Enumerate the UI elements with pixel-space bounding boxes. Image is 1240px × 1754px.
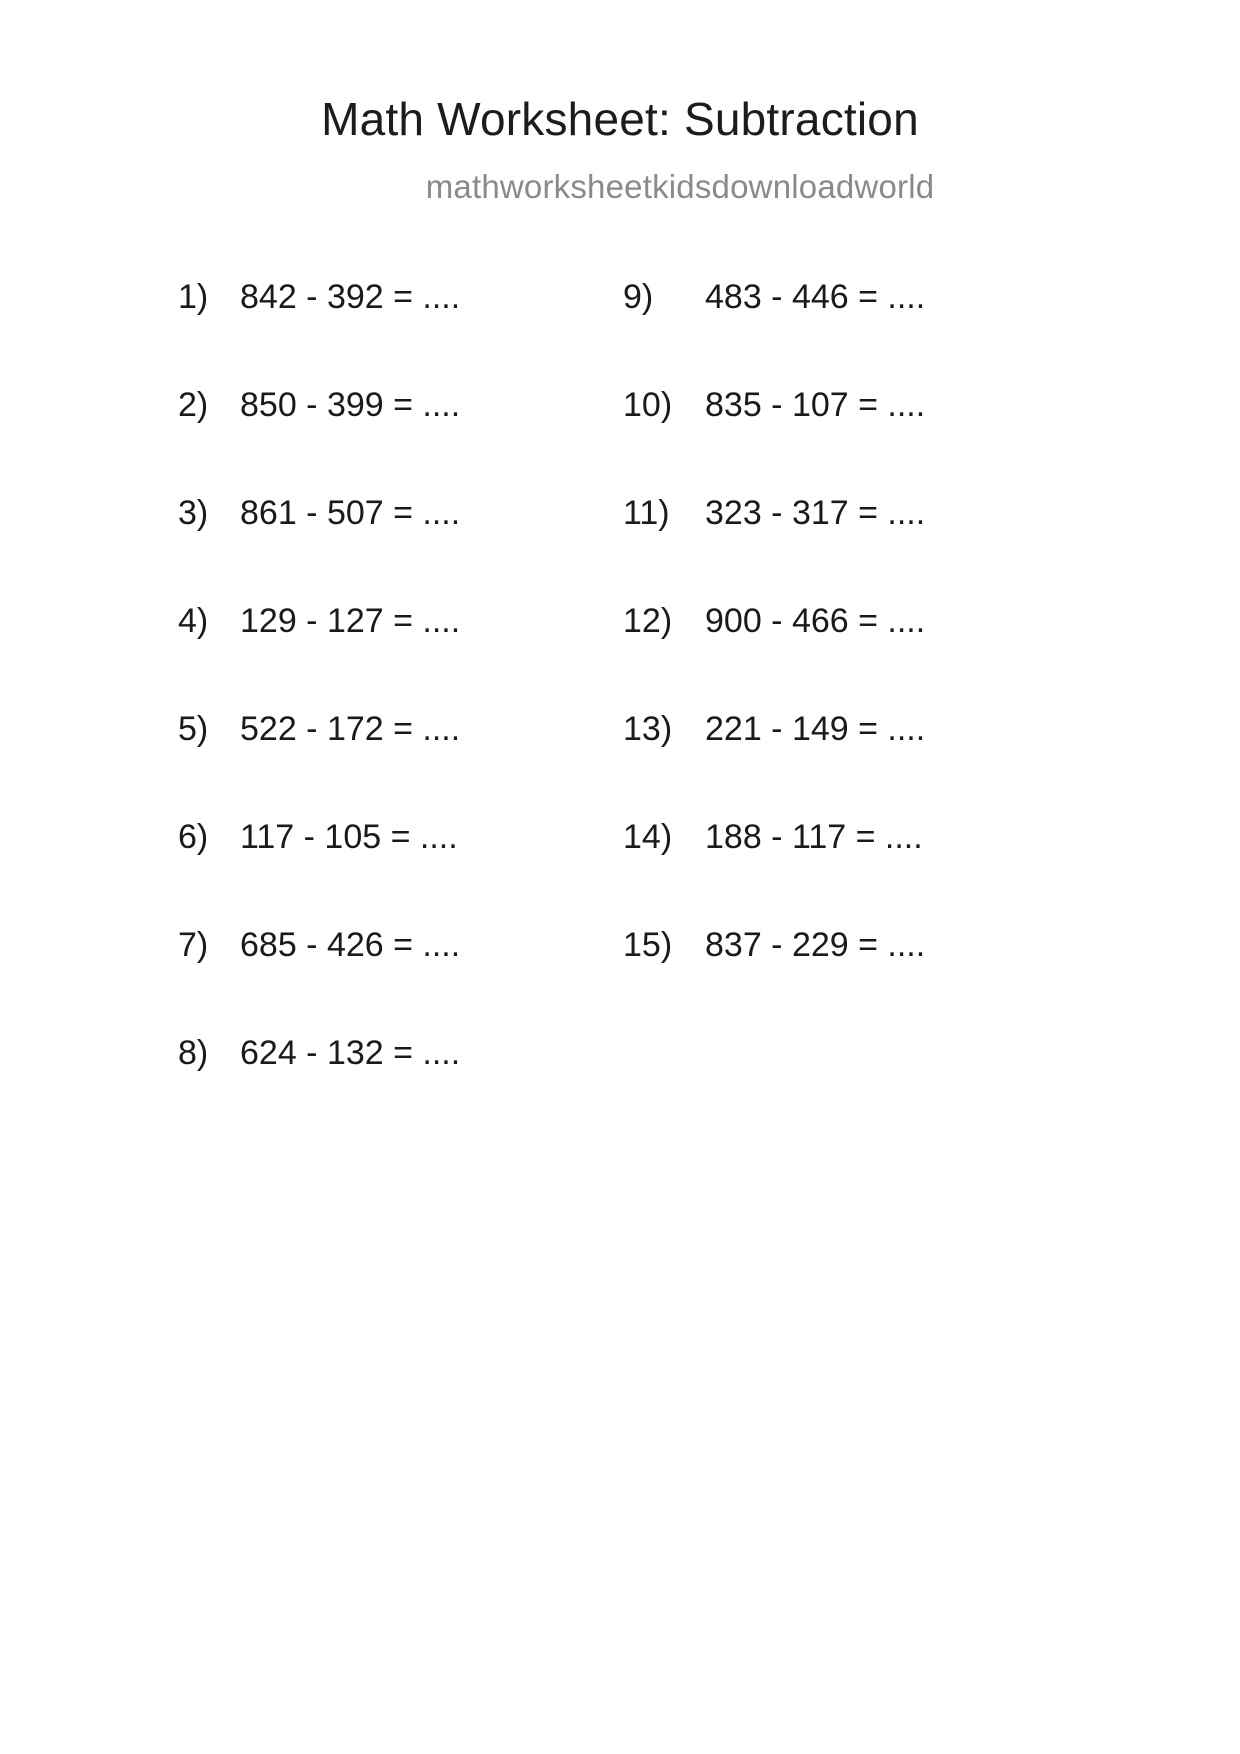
problem-expression: 188 - 117 = .... [705, 818, 923, 856]
problem-expression: 685 - 426 = .... [240, 926, 461, 964]
problem-item [178, 602, 623, 710]
problem-item [178, 386, 623, 494]
problem-item [178, 278, 623, 386]
problem-item [623, 818, 1073, 926]
problem-number: 13) [623, 710, 673, 748]
page-title: Math Worksheet: Subtraction [321, 93, 919, 145]
problem-expression: 129 - 127 = .... [240, 602, 461, 640]
problem-item [623, 278, 1073, 386]
problem-number: 12) [623, 602, 673, 640]
problem-number: 5) [178, 710, 209, 748]
problem-number: 11) [623, 494, 670, 532]
problem-number: 7) [178, 926, 209, 964]
problem-item [178, 926, 623, 1034]
column-spacer [623, 1034, 1073, 1142]
problem-number: 14) [623, 818, 673, 856]
problem-number: 9) [623, 278, 654, 316]
problem-item [178, 494, 623, 602]
problem-expression: 835 - 107 = .... [705, 386, 926, 424]
problem-number: 8) [178, 1034, 209, 1072]
problem-number: 2) [178, 386, 209, 424]
page-subtitle: mathworksheetkidsdownloadworld [425, 168, 935, 205]
problem-number: 15) [623, 926, 673, 964]
problem-expression: 323 - 317 = .... [705, 494, 926, 532]
problem-column-left [178, 278, 623, 1142]
problem-item [623, 602, 1073, 710]
problem-item [178, 710, 623, 818]
problem-expression: 842 - 392 = .... [240, 278, 461, 316]
problem-number: 6) [178, 818, 209, 856]
problem-expression: 117 - 105 = .... [240, 818, 458, 856]
problem-number: 10) [623, 386, 673, 424]
problem-expression: 522 - 172 = .... [240, 710, 461, 748]
problem-expression: 483 - 446 = .... [705, 278, 926, 316]
problem-number: 4) [178, 602, 209, 640]
problem-list [0, 278, 1240, 1142]
problem-item [623, 494, 1073, 602]
problem-expression: 850 - 399 = .... [240, 386, 461, 424]
problem-column-right [623, 278, 1073, 1142]
problem-expression: 861 - 507 = .... [240, 494, 461, 532]
problem-item [623, 926, 1073, 1034]
problem-expression: 624 - 132 = .... [240, 1034, 461, 1072]
problem-expression: 900 - 466 = .... [705, 602, 926, 640]
problem-expression: 837 - 229 = .... [705, 926, 926, 964]
problem-item [623, 710, 1073, 818]
problem-number: 1) [178, 278, 209, 316]
problem-item [623, 386, 1073, 494]
problem-item [178, 1034, 623, 1142]
problem-item [178, 818, 623, 926]
problem-number: 3) [178, 494, 209, 532]
problem-expression: 221 - 149 = .... [705, 710, 926, 748]
